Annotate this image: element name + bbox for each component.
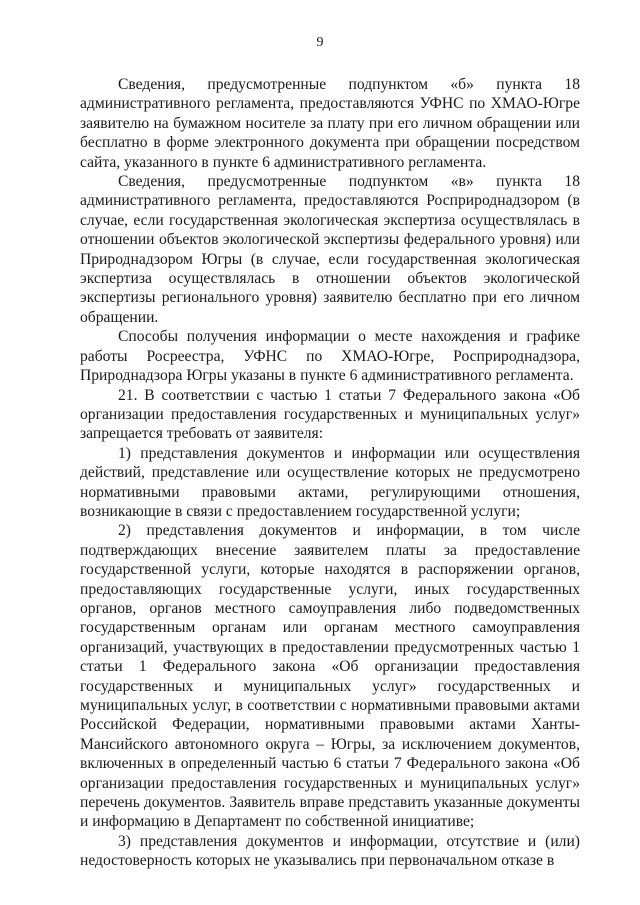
document-body bbox=[80, 75, 580, 871]
paragraph-info-fns: Сведения, предусмотренные подпунктом «б» пункта 18 административного регламента, предоставляются УФНС по ХМАО-Югре заявителю на бумажном носителе за плату при его личном обращении или бесплатно в форме электронного документа при обращении посредством сайта, указанного в пункте 6 административного регламента. bbox=[80, 76, 580, 171]
page-number: 9 bbox=[316, 35, 324, 50]
paragraph-item-21: 21. В соответствии с частью 1 статьи 7 Федерального закона «Об организации предоставления государственных и муниципальных услуг» запрещается требовать от заявителя: bbox=[80, 386, 580, 443]
paragraph-subitem-2: 2) представления документов и информации, в том числе подтверждающих внесение заявителем платы за предоставление государственной услуги, которые находятся в распоряжении органов, предоставляющих государственные услуги, иных государственных органов, органов местного самоуправления либо подведомственных государственным органам или органам местного самоуправления организаций, участвующих в предоставлении предусмотренных частью 1 статьи 1 Федерального закона «Об организации предоставления государственных и муниципальных услуг» государственных и муниципальных услуг, в соответствии с нормативными правовыми актами Российской Федерации, нормативными правовыми актами Ханты-Мансийского автономного округа – Югры, за исключением документов, включенных в определенный частью 6 статьи 7 Федерального закона «Об организации предоставления государственных и муниципальных услуг» перечень документов. Заявитель вправе представить указанные документы и информацию в Департамент по собственной инициативе; bbox=[80, 522, 580, 831]
paragraph-subitem-3: 3) представления документов и информации, отсутствие и (или) недостоверность которых не указывались при первоначальном отказе в bbox=[80, 832, 580, 870]
paragraph-info-ecology: Сведения, предусмотренные подпунктом «в» пункта 18 административного регламента, предоставляются Росприроднадзором (в случае, если государственная экологическая экспертиза осуществлялась в отношении объектов экологической экспертизы федерального уровня) или Природнадзором Югры (в случае, если государственная экологическая экспертиза осуществлялась в отношении объектов экологической экспертизы регионального уровня) заявителю бесплатно при его личном обращении. bbox=[80, 173, 580, 326]
paragraph-subitem-1: 1) представления документов и информации или осуществления действий, представление или осуществление которых не предусмотрено нормативными правовыми актами, регулирующими отношения, возникающие в связи с предоставлением государственной услуги; bbox=[80, 444, 580, 520]
paragraph-contact-methods: Способы получения информации о месте нахождения и графике работы Росреестра, УФНС по ХМАО-Югре, Росприроднадзора, Природнадзора Югры указаны в пункте 6 административного регламента. bbox=[80, 328, 580, 385]
